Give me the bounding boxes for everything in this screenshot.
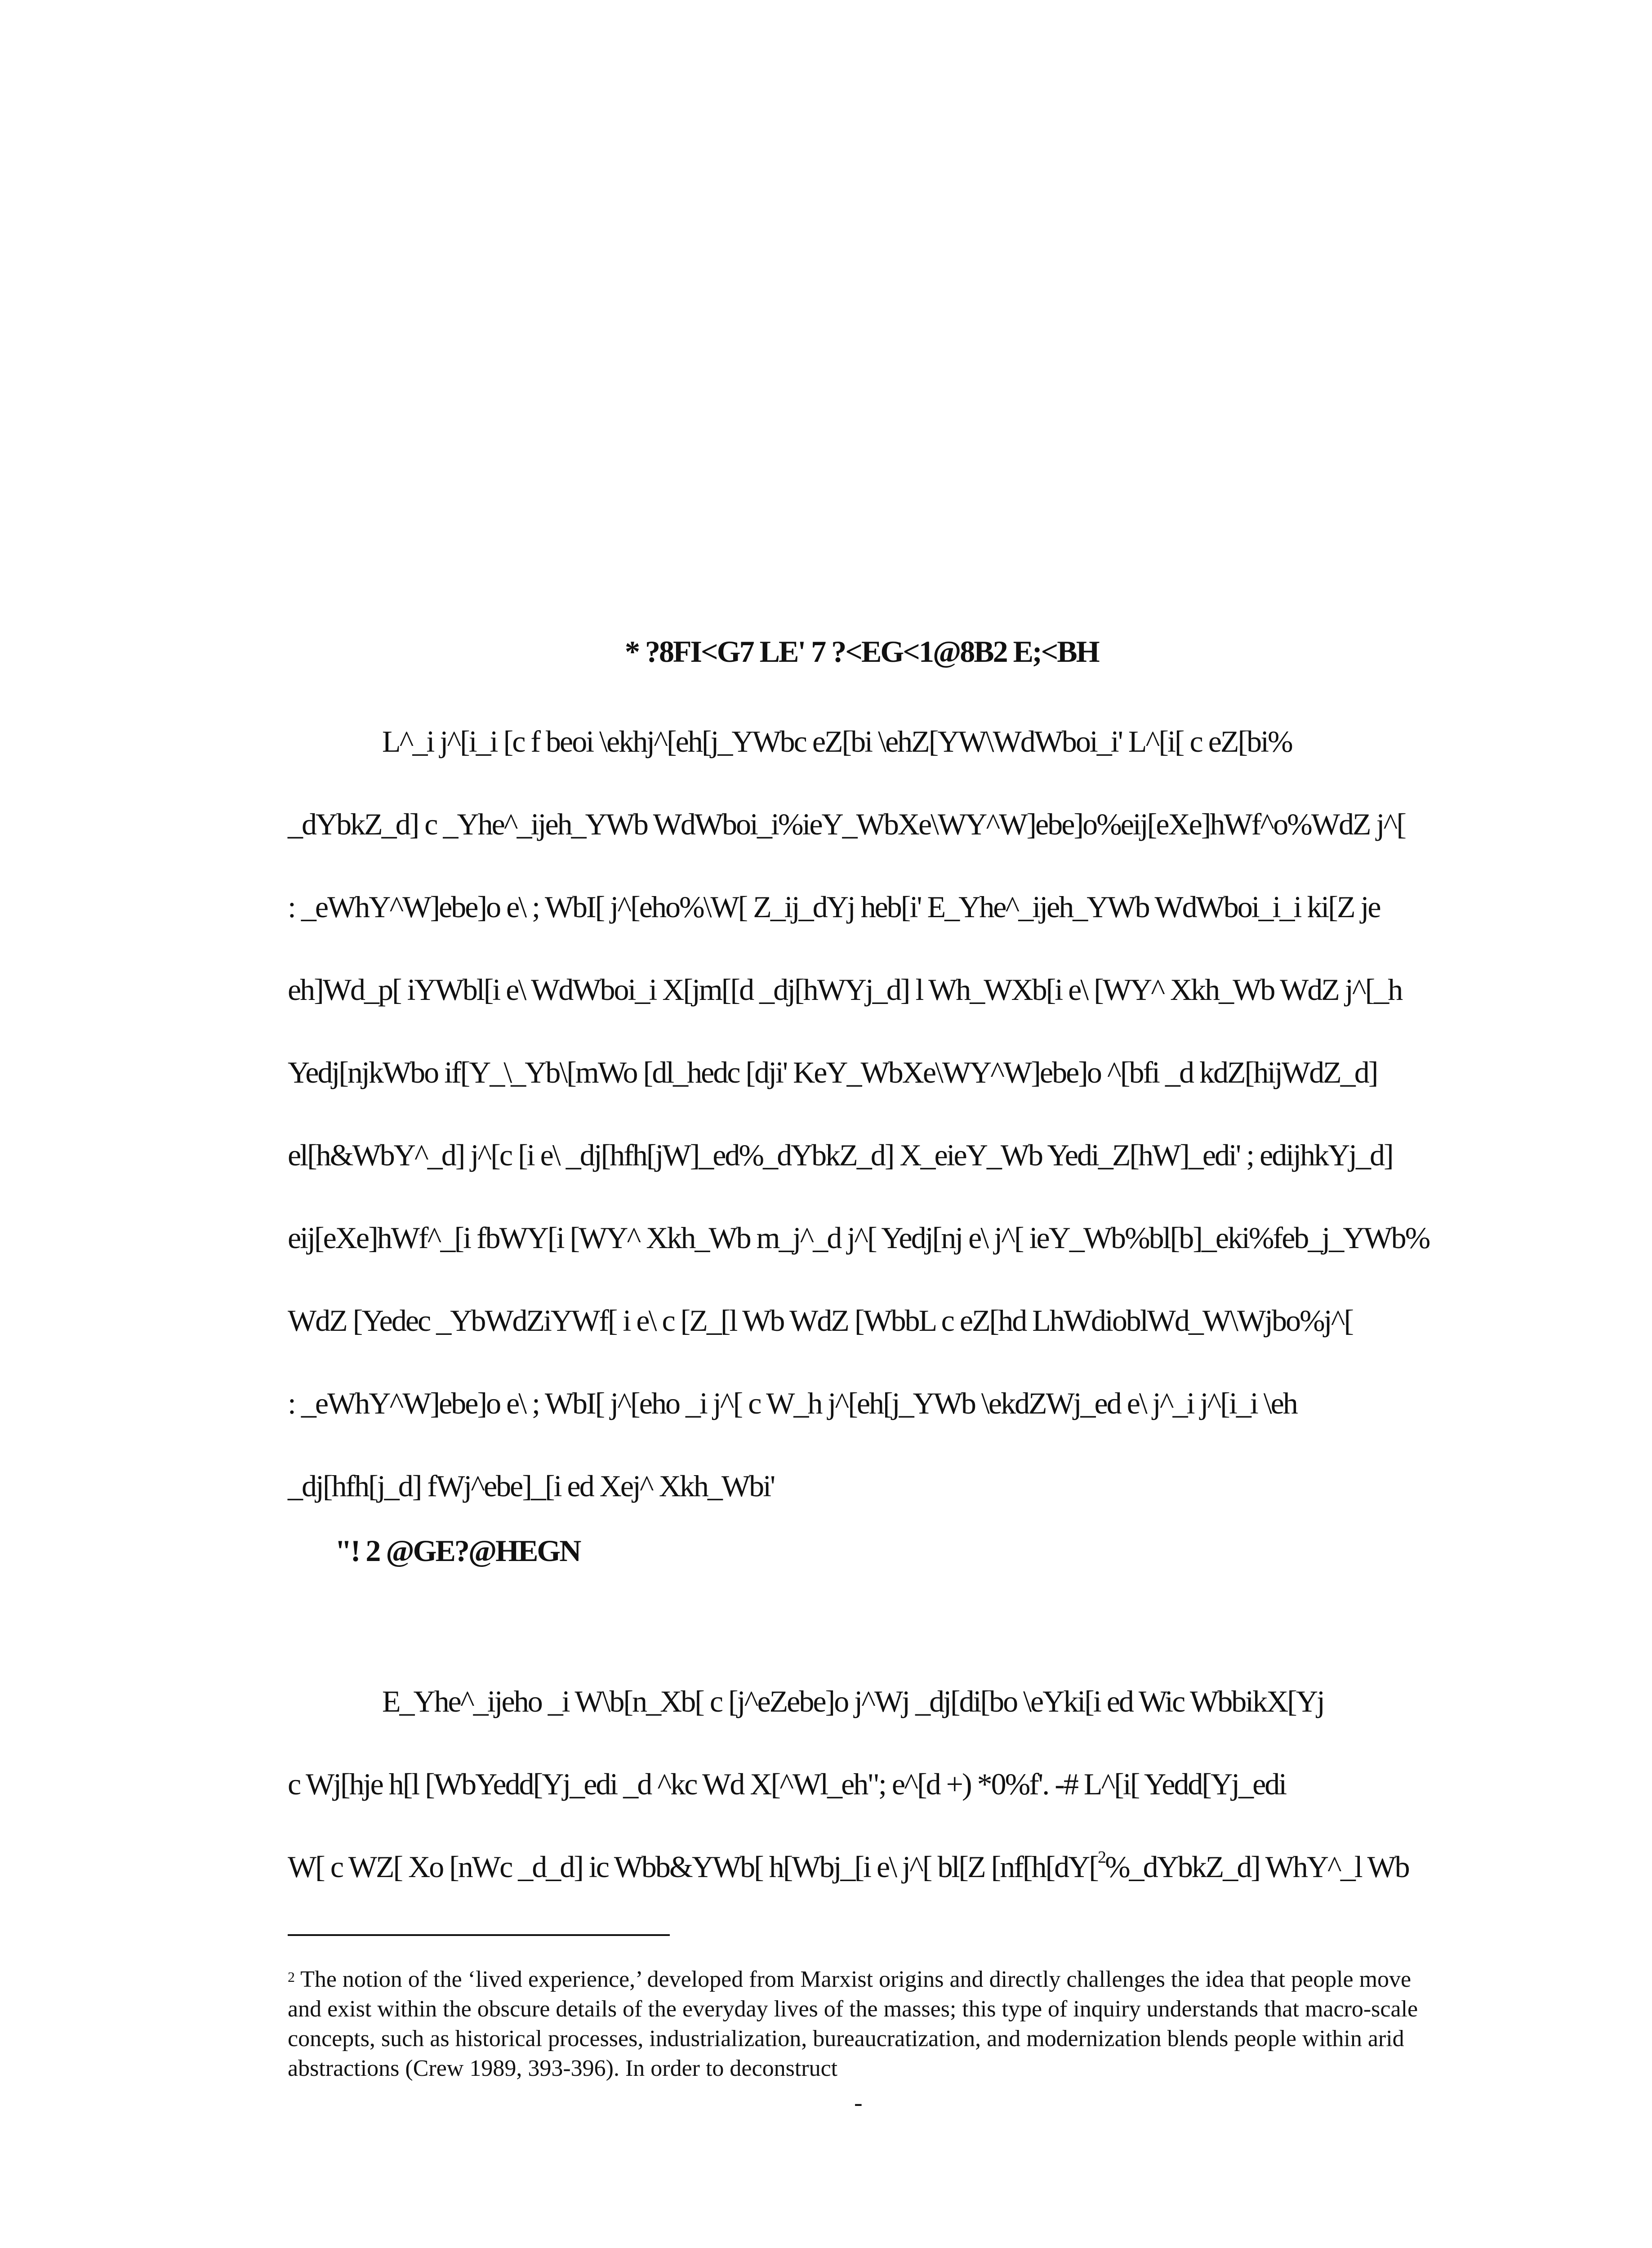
section-line: E_Yhe^_ijeho _i W\b[n_Xb[ c [j^eZebe]o j^Wj _dj[di[bo \eYki[i ed Wic WbbikX[Yj (382, 1684, 1324, 1718)
body-line: _dYbkZ_d] c _Yhe^_ijeh_YWb WdWboi_i%ieY_WbXe\WY^W]ebe]o%eij[eXe]hWf^o%WdZ j^[ (288, 807, 1405, 841)
footnote-text: The notion of the ‘lived experience,’ developed from Marxist origins and directly challenges the idea that people move and exist within the obscure details of the everyday lives of the masses; this type of inquiry understands that macro-scale concepts, such as historical processes, industrialization, bureaucratization, and modernization blends people within arid abstractions (Crew 1989, 393-396). In order to deconstruct (288, 1967, 1418, 2081)
section-line-tail: %_dYbkZ_d] WhY^_l Wb (1104, 1850, 1409, 1884)
section-line: c Wj[hje h[l [WbYedd[Yj_edi _d ^kc Wd X[^Wl_eh"; e^[d +) *0%f'. -# L^[i[ Yedd[Yj_edi (288, 1767, 1286, 1801)
footnote (288, 1965, 1438, 2083)
footnote-marker: 2 (288, 1969, 295, 1985)
page-number: - (854, 2089, 863, 2117)
body-line: Yedj[njkWbo if[Y_\_Yb\[mWo [dl_hedc [dji' KeY_WbXe\WY^W]ebe]o ^[bfi _d kdZ[hijWdZ_d] (288, 1055, 1377, 1089)
footnote-divider (288, 1934, 670, 1936)
page-heading: * ?8FI<G7 LE' 7 ?<EG<1@8B2 E;<BH (625, 634, 1099, 669)
footnote-reference: 2 (1097, 1848, 1105, 1867)
section-heading: "! 2 @GE?@HEGN (335, 1534, 580, 1568)
body-line: WdZ [Yedec _YbWdZiYWf[ i e\ c [Z_[l Wb WdZ [WbbL c eZ[hd LhWdioblWd_W\Wjbo%j^[ (288, 1303, 1353, 1338)
body-line: el[h&WbY^_d] j^[c [i e\ _dj[hfh[jW]_ed%_dYbkZ_d] X_eieY_Wb Yedi_Z[hW]_edi' ; edijhkYj_d] (288, 1138, 1393, 1172)
section-line-text: W[ c WZ[ Xo [nWc _d_d] ic Wbb&YWb[ h[Wbj_[i e\ j^[ bl[Z [nf[h[dY[ (288, 1850, 1098, 1884)
body-line: : _eWhY^W]ebe]o e\ ; WbI[ j^[eho _i j^[ c W_h j^[eh[j_YWb \ekdZWj_ed e\ j^_i j^[i_i \eh (288, 1386, 1297, 1420)
section-line (288, 1849, 1409, 1885)
body-line: : _eWhY^W]ebe]o e\ ; WbI[ j^[eho%\W[ Z_ij_dYj heb[i' E_Yhe^_ijeh_YWb WdWboi_i_i ki[Z je (288, 890, 1380, 924)
body-line: _dj[hfh[j_d] fWj^ebe]_[i ed Xej^ Xkh_Wbi' (288, 1469, 775, 1503)
body-line: L^_i j^[i_i [c f beoi \ekhj^[eh[j_YWbc eZ[bi \ehZ[YW\WdWboi_i' L^[i[ c eZ[bi% (382, 724, 1292, 758)
body-line: eh]Wd_p[ iYWbl[i e\ WdWboi_i X[jm[[d _dj[hWYj_d] l Wh_WXb[i e\ [WY^ Xkh_Wb WdZ j^[_h (288, 972, 1402, 1007)
body-line: eij[eXe]hWf^_[i fbWY[i [WY^ Xkh_Wb m_j^_d j^[ Yedj[nj e\ j^[ ieY_Wb%bl[b]_eki%feb_j_YWb% (288, 1221, 1429, 1255)
